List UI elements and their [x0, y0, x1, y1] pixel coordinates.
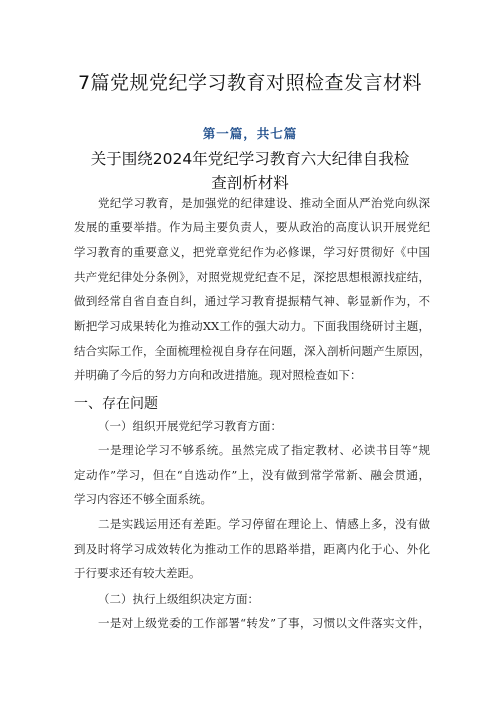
para-line: 定动作”学习，但在“自选动作”上，没有做到常学常新、融会贯通， — [74, 468, 430, 482]
intro-line: 结合实际工作，全面梳理检视自身存在问题，深入剖析问题产生原因， — [74, 344, 431, 358]
para-line: 二是实践运用还有差距。学习停留在理论上、情感上多，没有做 — [98, 517, 430, 531]
para-line: 学习内容还不够全面系统。 — [74, 492, 212, 506]
intro-line: 断把学习成果转化为推动XX工作的强大动力。下面我围绕研讨主题， — [74, 319, 430, 333]
intro-line: 共产党纪律处分条例》，对照党规党纪查不足，深挖思想根源找症结， — [74, 270, 430, 284]
section-title-line-1: 关于围绕2024年党纪学习教育六大纪律自我检 — [90, 150, 410, 168]
intro-line: 做到经常自省自查自纠，通过学习教育提振精气神、彰显新作为，不 — [74, 294, 430, 308]
heading-existing-problems: 一、存在问题 — [74, 396, 158, 412]
part-label: 第一篇，共七篇 — [202, 126, 298, 141]
intro-line: 学习教育的重要意义，把党章党纪作为必修课，学习好贯彻好《中国 — [74, 245, 430, 259]
subheading-party-discipline-education: （一）组织开展党纪学习教育方面： — [98, 419, 282, 433]
section-title-line-2: 查剖析材料 — [211, 174, 289, 192]
subheading-implement-decisions: （二）执行上级组织决定方面： — [98, 592, 259, 606]
document-title: 7篇党规党纪学习教育对照检查发言材料 — [77, 72, 423, 94]
intro-line: 发展的重要举措。作为局主要负责人，要从政治的高度认识开展党纪 — [74, 220, 430, 234]
intro-line: 党纪学习教育，是加强党的纪律建设、推动全面从严治党向纵深 — [98, 196, 430, 210]
para-line: 一是理论学习不够系统。虽然完成了指定教材、必读书目等“规 — [98, 443, 430, 457]
para-line: 一是对上级党委的工作部署“转发”了事，习惯以文件落实文件， — [98, 616, 430, 630]
intro-line: 并明确了今后的努力方向和改进措施。现对照检查如下： — [74, 368, 362, 382]
para-line: 于行要求还有较大差距。 — [74, 566, 201, 580]
para-line: 到及时将学习成效转化为推动工作的思路举措，距离内化于心、外化 — [74, 542, 430, 556]
